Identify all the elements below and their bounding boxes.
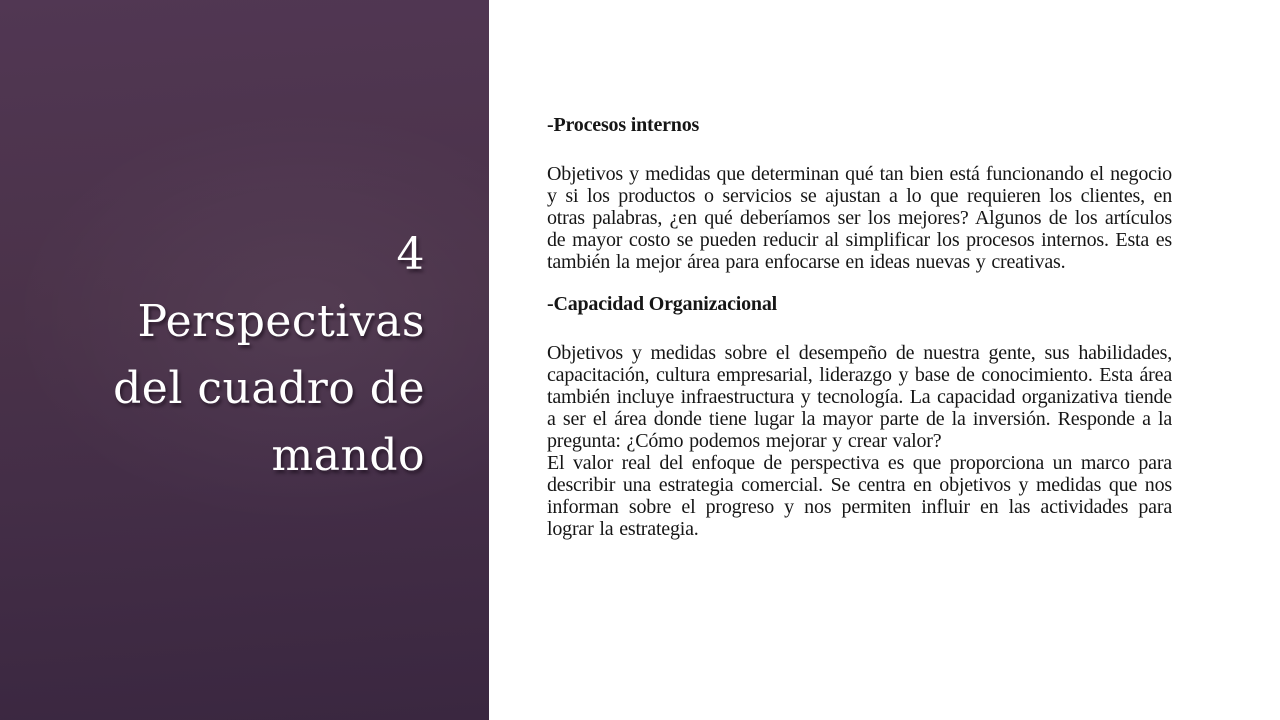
slide-title-line: Perspectivas bbox=[137, 296, 425, 347]
section-capacidad-organizacional bbox=[547, 293, 1172, 540]
section-paragraph-group bbox=[547, 163, 1172, 273]
slide-title-line: del cuadro de bbox=[113, 363, 425, 414]
title-panel bbox=[0, 0, 489, 720]
section-heading: -Capacidad Organizacional bbox=[547, 293, 778, 315]
section-paragraph-group bbox=[547, 342, 1172, 540]
slide-body bbox=[489, 0, 1280, 720]
section-paragraph: Objetivos y medidas sobre el desempeño de nuestra gente, sus habilidades, capacitación, cultura empresarial, liderazgo y base de conocimiento. Esta área también incluye infraestructura y tecnología. La capacidad organizativa tiende a ser el área donde tiene lugar la mayor parte de la inversión. Responde a la pregunta: ¿Cómo podemos mejorar y crear valor? bbox=[547, 342, 1172, 452]
section-procesos-internos bbox=[547, 114, 1172, 273]
slide-title-line: mando bbox=[271, 430, 425, 481]
slide-title bbox=[113, 221, 489, 499]
section-paragraph: Objetivos y medidas que determinan qué tan bien está funcionando el negocio y si los productos o servicios se ajustan a lo que requieren los clientes, en otras palabras, ¿en qué deberíamos ser los mejores? Algunos de los artículos de mayor costo se pueden reducir al simplificar los procesos internos. Esta es también la mejor área para enfocarse en ideas nuevas y creativas. bbox=[547, 163, 1172, 273]
slide-title-line-number: 4 bbox=[396, 229, 425, 280]
section-paragraph: El valor real del enfoque de perspectiva es que proporciona un marco para describir una estrategia comercial. Se centra en objetivos y medidas que nos informan sobre el progreso y nos permiten influir en las actividades para lograr la estrategia. bbox=[547, 452, 1172, 540]
section-heading: -Procesos internos bbox=[547, 114, 700, 136]
